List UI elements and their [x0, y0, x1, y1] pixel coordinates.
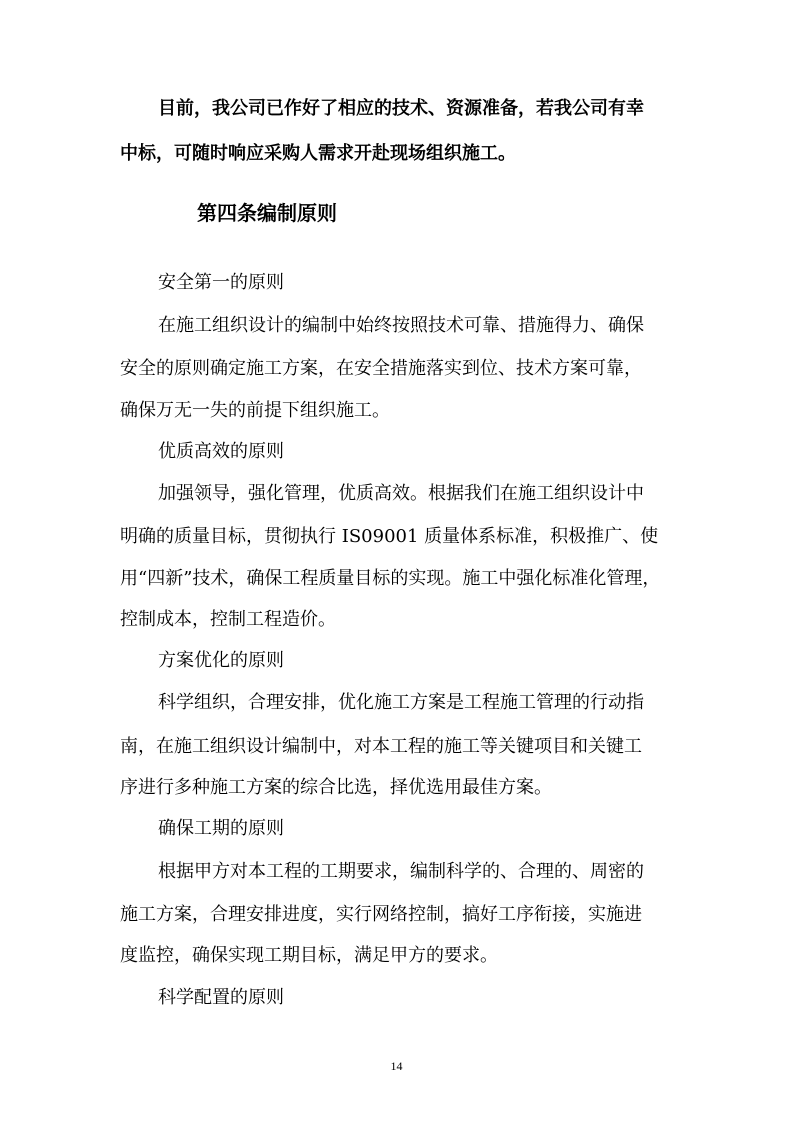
paragraph-line: 安全的原则确定施工方案，在安全措施落实到位、技术方案可靠， [120, 358, 642, 379]
paragraph-line: 施工方案，合理安排进度，实行网络控制，搞好工序衔接，实施进 [120, 904, 642, 925]
subheading: 科学配置的原则 [158, 987, 284, 1008]
paragraph-line: 目前，我公司已作好了相应的技术、资源准备，若我公司有幸 [158, 98, 644, 119]
subheading: 方案优化的原则 [158, 650, 284, 671]
paragraph-line: 中标，可随时响应采购人需求开赴现场组织施工。 [120, 143, 516, 164]
paragraph-line: 确保万无一失的前提下组织施工。 [120, 400, 390, 421]
page-number: 14 [390, 1059, 403, 1073]
section-heading: 第四条编制原则 [197, 201, 337, 225]
paragraph-line: 控制成本，控制工程造价。 [120, 609, 336, 630]
paragraph-line: 南，在施工组织设计编制中，对本工程的施工等关键项目和关键工 [120, 736, 642, 757]
subheading: 安全第一的原则 [158, 272, 284, 293]
paragraph-line: 根据甲方对本工程的工期要求，编制科学的、合理的、周密的 [158, 861, 644, 882]
paragraph-line: 度监控，确保实现工期目标，满足甲方的要求。 [120, 945, 498, 966]
paragraph-line: 科学组织，合理安排，优化施工方案是工程施工管理的行动指 [158, 692, 644, 713]
paragraph-line: 明确的质量目标，贯彻执行 IS09001 质量体系标准，积极推广、使 [120, 526, 659, 547]
paragraph-line: 在施工组织设计的编制中始终按照技术可靠、措施得力、确保 [158, 315, 644, 336]
subheading: 优质高效的原则 [158, 441, 284, 462]
paragraph-line: 加强领导，强化管理，优质高效。根据我们在施工组织设计中 [158, 483, 644, 504]
subheading: 确保工期的原则 [158, 818, 284, 839]
paragraph-line: 序进行多种施工方案的综合比选，择优选用最佳方案。 [120, 777, 552, 798]
paragraph-line: 用“四新”技术，确保工程质量目标的实现。施工中强化标准化管理， [120, 568, 661, 589]
